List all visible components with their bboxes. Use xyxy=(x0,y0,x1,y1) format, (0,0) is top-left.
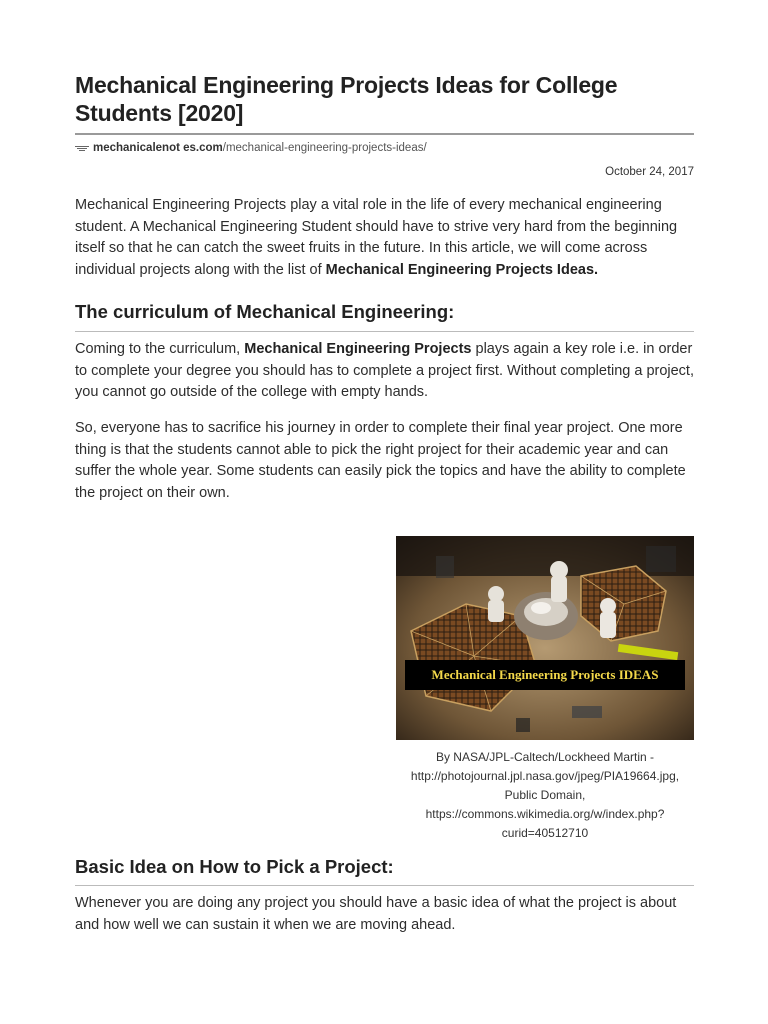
section-heading-pick-project: Basic Idea on How to Pick a Project: xyxy=(75,856,394,877)
image-caption xyxy=(396,748,694,843)
intro-bold-text: Mechanical Engineering Projects Ideas. xyxy=(325,261,599,278)
caption-link[interactable]: http://photojournal.jpl.nasa.gov/jpeg/PIA19664.jpg, xyxy=(410,769,680,783)
curriculum-bold-text: Mechanical Engineering Projects xyxy=(244,341,472,357)
caption-line: By NASA/JPL-Caltech/Lockheed Martin - xyxy=(435,750,655,764)
title-divider xyxy=(75,133,694,135)
curriculum-paragraph-2: So, everyone has to sacrifice his journey in order to complete their final year project. One more thing is that the students cannot able to pick the right project for their academic year and can suffer the whole year. Some students can easily pick the topics and have the ability to complete the project on their own. xyxy=(75,420,686,501)
image-banner-text: Mechanical Engineering Projects IDEAS xyxy=(405,660,685,690)
intro-text: Mechanical Engineering Projects play a vital role in the life of every mechanical engineering student. A Mechanical Engineering Student should have to strive very hard from the beginning itself so that he can catch the sweet fruits in the future. In this article, we will come across individual projects along with the list of xyxy=(75,197,678,278)
caption-link[interactable]: https://commons.wikimedia.org/w/index.php? xyxy=(425,807,665,821)
curriculum-text-before: Coming to the curriculum, xyxy=(75,341,245,357)
section-divider xyxy=(75,885,694,886)
curriculum-text-after: plays again a key role i.e. in order to complete your degree you should has to complete a project first. Without completing a project, you cannot go outside of the college with empty hands. xyxy=(75,341,694,400)
intro-paragraph xyxy=(75,195,694,281)
source-domain[interactable]: mechanicalenot es.com xyxy=(93,142,223,154)
site-logo-icon xyxy=(75,145,89,151)
source-path[interactable]: /mechanical-engineering-projects-ideas/ xyxy=(222,142,427,154)
section-heading-curriculum: The curriculum of Mechanical Engineering: xyxy=(75,301,455,322)
publish-date: October 24, 2017 xyxy=(605,166,694,178)
article-title: Mechanical Engineering Projects Ideas for College Students [2020] xyxy=(75,72,618,126)
section-divider xyxy=(75,331,694,332)
pick-project-paragraph: Whenever you are doing any project you should have a basic idea of what the project is about and how well we can sustain it when we are moving ahead. xyxy=(75,895,677,933)
curriculum-paragraph-1 xyxy=(75,339,694,404)
article-image xyxy=(396,536,694,740)
spacecraft-photo xyxy=(396,536,694,740)
caption-line[interactable]: curid=40512710 xyxy=(501,826,589,840)
caption-line: Public Domain, xyxy=(504,788,586,802)
source-url[interactable] xyxy=(75,141,427,155)
